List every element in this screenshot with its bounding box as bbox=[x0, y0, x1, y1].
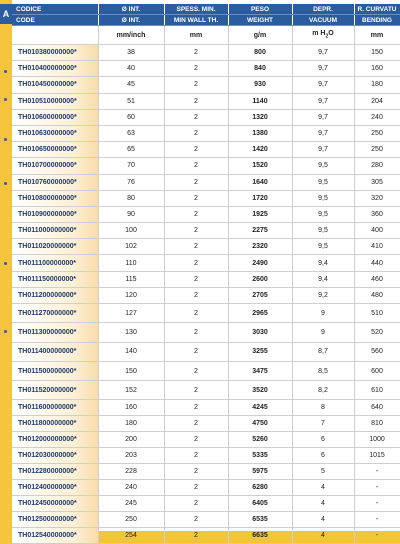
product-code-cell: TH011300000000* bbox=[12, 323, 98, 342]
table-row bbox=[12, 190, 400, 206]
inner-diameter-cell: 60 bbox=[98, 109, 164, 125]
bending-radius-cell: - bbox=[354, 495, 400, 511]
weight-cell: 1640 bbox=[228, 174, 292, 190]
weight-cell: 4245 bbox=[228, 400, 292, 416]
inner-diameter-cell: 250 bbox=[98, 511, 164, 527]
vacuum-cell: 6 bbox=[292, 448, 354, 464]
vacuum-cell: 4 bbox=[292, 511, 354, 527]
bullet-dot bbox=[4, 70, 7, 73]
inner-diameter-cell: 110 bbox=[98, 255, 164, 271]
weight-cell: 3475 bbox=[228, 361, 292, 380]
product-code-cell: TH012500000000* bbox=[12, 511, 98, 527]
unit-cell bbox=[292, 26, 354, 45]
header-vacuum: VACUUM bbox=[292, 15, 354, 26]
bending-radius-cell: 400 bbox=[354, 223, 400, 239]
vacuum-cell: 9,7 bbox=[292, 109, 354, 125]
unit-subscript: 2 bbox=[325, 33, 329, 40]
vacuum-cell: 9,7 bbox=[292, 45, 354, 61]
vacuum-cell: 9,4 bbox=[292, 255, 354, 271]
bending-radius-cell: 240 bbox=[354, 109, 400, 125]
product-code-cell: TH011520000000* bbox=[12, 381, 98, 400]
product-code-cell: TH011150000000* bbox=[12, 271, 98, 287]
table-row bbox=[12, 223, 400, 239]
weight-cell: 6405 bbox=[228, 495, 292, 511]
bending-radius-cell: 410 bbox=[354, 239, 400, 255]
table-row bbox=[12, 527, 400, 543]
table-row bbox=[12, 287, 400, 303]
wall-thickness-cell: 2 bbox=[164, 381, 228, 400]
product-code-cell: TH011270000000* bbox=[12, 304, 98, 323]
vacuum-cell: 4 bbox=[292, 479, 354, 495]
section-tab: A bbox=[0, 4, 12, 24]
product-code-cell: TH012280000000* bbox=[12, 464, 98, 480]
wall-thickness-cell: 2 bbox=[164, 45, 228, 61]
weight-cell: 2275 bbox=[228, 223, 292, 239]
vacuum-cell: 9 bbox=[292, 304, 354, 323]
vacuum-cell: 9,2 bbox=[292, 287, 354, 303]
inner-diameter-cell: 63 bbox=[98, 125, 164, 141]
wall-thickness-cell: 2 bbox=[164, 125, 228, 141]
header-code: CODICE bbox=[12, 4, 98, 15]
weight-cell: 1925 bbox=[228, 206, 292, 222]
table-row bbox=[12, 61, 400, 77]
wall-thickness-cell: 2 bbox=[164, 495, 228, 511]
table-row bbox=[12, 400, 400, 416]
wall-thickness-cell: 2 bbox=[164, 304, 228, 323]
header-row-it bbox=[12, 4, 400, 15]
wall-thickness-cell: 2 bbox=[164, 527, 228, 543]
weight-cell: 2490 bbox=[228, 255, 292, 271]
wall-thickness-cell: 2 bbox=[164, 287, 228, 303]
product-code-cell: TH011020000000* bbox=[12, 239, 98, 255]
table-row bbox=[12, 495, 400, 511]
inner-diameter-cell: 245 bbox=[98, 495, 164, 511]
table-row bbox=[12, 432, 400, 448]
weight-cell: 6635 bbox=[228, 527, 292, 543]
header-wall-thickness: MIN WALL TH. bbox=[164, 15, 228, 26]
spec-table bbox=[12, 4, 400, 544]
weight-cell: 3255 bbox=[228, 342, 292, 361]
table-row bbox=[12, 271, 400, 287]
unit-text: m H bbox=[312, 30, 326, 38]
wall-thickness-cell: 2 bbox=[164, 361, 228, 380]
weight-cell: 800 bbox=[228, 45, 292, 61]
inner-diameter-cell: 76 bbox=[98, 174, 164, 190]
inner-diameter-cell: 140 bbox=[98, 342, 164, 361]
table-row bbox=[12, 158, 400, 174]
product-code-cell: TH010400000000* bbox=[12, 61, 98, 77]
product-code-cell: TH012400000000* bbox=[12, 479, 98, 495]
table-row bbox=[12, 125, 400, 141]
inner-diameter-cell: 127 bbox=[98, 304, 164, 323]
table-row bbox=[12, 109, 400, 125]
wall-thickness-cell: 2 bbox=[164, 416, 228, 432]
inner-diameter-cell: 80 bbox=[98, 190, 164, 206]
bending-radius-cell: - bbox=[354, 527, 400, 543]
table-row bbox=[12, 479, 400, 495]
bending-radius-cell: 440 bbox=[354, 255, 400, 271]
weight-cell: 5260 bbox=[228, 432, 292, 448]
inner-diameter-cell: 51 bbox=[98, 93, 164, 109]
inner-diameter-cell: 130 bbox=[98, 323, 164, 342]
vacuum-cell: 9,5 bbox=[292, 223, 354, 239]
weight-cell: 2320 bbox=[228, 239, 292, 255]
bending-radius-cell: 460 bbox=[354, 271, 400, 287]
wall-thickness-cell: 2 bbox=[164, 61, 228, 77]
header-wall-thickness: SPESS. MIN. bbox=[164, 4, 228, 15]
bending-radius-cell: - bbox=[354, 479, 400, 495]
vacuum-cell: 9,7 bbox=[292, 93, 354, 109]
table-row bbox=[12, 323, 400, 342]
bending-radius-cell: - bbox=[354, 511, 400, 527]
table-row bbox=[12, 448, 400, 464]
bending-radius-cell: 305 bbox=[354, 174, 400, 190]
table-row bbox=[12, 77, 400, 93]
units-row bbox=[12, 26, 400, 45]
wall-thickness-cell: 2 bbox=[164, 448, 228, 464]
table-row bbox=[12, 45, 400, 61]
weight-cell: 6535 bbox=[228, 511, 292, 527]
weight-cell: 1380 bbox=[228, 125, 292, 141]
inner-diameter-cell: 45 bbox=[98, 77, 164, 93]
vacuum-cell: 5 bbox=[292, 464, 354, 480]
inner-diameter-cell: 152 bbox=[98, 381, 164, 400]
bending-radius-cell: 1000 bbox=[354, 432, 400, 448]
wall-thickness-cell: 2 bbox=[164, 223, 228, 239]
table-row bbox=[12, 174, 400, 190]
unit-cell: mm bbox=[164, 26, 228, 45]
bullet-dot bbox=[4, 330, 7, 333]
product-code-cell: TH011600000000* bbox=[12, 400, 98, 416]
wall-thickness-cell: 2 bbox=[164, 464, 228, 480]
wall-thickness-cell: 2 bbox=[164, 342, 228, 361]
product-code-cell: TH010600000000* bbox=[12, 109, 98, 125]
inner-diameter-cell: 40 bbox=[98, 61, 164, 77]
bending-radius-cell: 204 bbox=[354, 93, 400, 109]
header-vacuum: DEPR. bbox=[292, 4, 354, 15]
bending-radius-cell: 810 bbox=[354, 416, 400, 432]
wall-thickness-cell: 2 bbox=[164, 174, 228, 190]
product-code-cell: TH010760000000* bbox=[12, 174, 98, 190]
unit-cell bbox=[12, 26, 98, 45]
weight-cell: 840 bbox=[228, 61, 292, 77]
product-code-cell: TH010650000000* bbox=[12, 142, 98, 158]
product-code-cell: TH011100000000* bbox=[12, 255, 98, 271]
weight-cell: 3030 bbox=[228, 323, 292, 342]
vacuum-cell: 9,7 bbox=[292, 61, 354, 77]
wall-thickness-cell: 2 bbox=[164, 206, 228, 222]
inner-diameter-cell: 254 bbox=[98, 527, 164, 543]
bending-radius-cell: 360 bbox=[354, 206, 400, 222]
wall-thickness-cell: 2 bbox=[164, 93, 228, 109]
inner-diameter-cell: 70 bbox=[98, 158, 164, 174]
product-code-cell: TH010380000000* bbox=[12, 45, 98, 61]
header-inner-diameter: Ø INT. bbox=[98, 15, 164, 26]
vacuum-cell: 8 bbox=[292, 400, 354, 416]
bending-radius-cell: - bbox=[354, 464, 400, 480]
vacuum-cell: 9,5 bbox=[292, 190, 354, 206]
bending-radius-cell: 280 bbox=[354, 158, 400, 174]
vacuum-cell: 4 bbox=[292, 527, 354, 543]
weight-cell: 5975 bbox=[228, 464, 292, 480]
inner-diameter-cell: 115 bbox=[98, 271, 164, 287]
table-row bbox=[12, 416, 400, 432]
inner-diameter-cell: 160 bbox=[98, 400, 164, 416]
inner-diameter-cell: 228 bbox=[98, 464, 164, 480]
wall-thickness-cell: 2 bbox=[164, 77, 228, 93]
wall-thickness-cell: 2 bbox=[164, 271, 228, 287]
bending-radius-cell: 250 bbox=[354, 142, 400, 158]
header-bending: BENDING bbox=[354, 15, 400, 26]
table-row bbox=[12, 206, 400, 222]
table-row bbox=[12, 361, 400, 380]
bullet-dot bbox=[4, 182, 7, 185]
bullet-dot bbox=[4, 98, 7, 101]
weight-cell: 1140 bbox=[228, 93, 292, 109]
header-code: CODE bbox=[12, 15, 98, 26]
vacuum-cell: 9,4 bbox=[292, 271, 354, 287]
bending-radius-cell: 600 bbox=[354, 361, 400, 380]
inner-diameter-cell: 203 bbox=[98, 448, 164, 464]
wall-thickness-cell: 2 bbox=[164, 158, 228, 174]
product-code-cell: TH010630000000* bbox=[12, 125, 98, 141]
unit-text: O bbox=[328, 30, 334, 38]
inner-diameter-cell: 240 bbox=[98, 479, 164, 495]
vacuum-cell: 9,5 bbox=[292, 206, 354, 222]
weight-cell: 3520 bbox=[228, 381, 292, 400]
vacuum-cell: 8,7 bbox=[292, 342, 354, 361]
product-code-cell: TH012450000000* bbox=[12, 495, 98, 511]
vacuum-cell: 9,7 bbox=[292, 77, 354, 93]
inner-diameter-cell: 100 bbox=[98, 223, 164, 239]
left-accent-bar bbox=[0, 0, 12, 544]
wall-thickness-cell: 2 bbox=[164, 239, 228, 255]
vacuum-cell: 4 bbox=[292, 495, 354, 511]
table-row bbox=[12, 93, 400, 109]
inner-diameter-cell: 38 bbox=[98, 45, 164, 61]
wall-thickness-cell: 2 bbox=[164, 109, 228, 125]
vacuum-cell: 9,7 bbox=[292, 142, 354, 158]
product-code-cell: TH010450000000* bbox=[12, 77, 98, 93]
header-inner-diameter: Ø INT. bbox=[98, 4, 164, 15]
product-code-cell: TH012000000000* bbox=[12, 432, 98, 448]
bending-radius-cell: 150 bbox=[354, 45, 400, 61]
product-code-cell: TH011000000000* bbox=[12, 223, 98, 239]
wall-thickness-cell: 2 bbox=[164, 323, 228, 342]
wall-thickness-cell: 2 bbox=[164, 479, 228, 495]
wall-thickness-cell: 2 bbox=[164, 255, 228, 271]
vacuum-cell: 8,5 bbox=[292, 361, 354, 380]
table-row bbox=[12, 239, 400, 255]
product-code-cell: TH012030000000* bbox=[12, 448, 98, 464]
table-row bbox=[12, 342, 400, 361]
weight-cell: 2600 bbox=[228, 271, 292, 287]
unit-cell: mm bbox=[354, 26, 400, 45]
weight-cell: 5335 bbox=[228, 448, 292, 464]
bending-radius-cell: 610 bbox=[354, 381, 400, 400]
weight-cell: 2965 bbox=[228, 304, 292, 323]
table-row bbox=[12, 464, 400, 480]
header-weight: WEIGHT bbox=[228, 15, 292, 26]
vacuum-cell: 7 bbox=[292, 416, 354, 432]
bending-radius-cell: 1015 bbox=[354, 448, 400, 464]
vacuum-cell: 9 bbox=[292, 323, 354, 342]
vacuum-cell: 9,5 bbox=[292, 158, 354, 174]
table-row bbox=[12, 511, 400, 527]
product-code-cell: TH010510000000* bbox=[12, 93, 98, 109]
weight-cell: 1320 bbox=[228, 109, 292, 125]
bending-radius-cell: 640 bbox=[354, 400, 400, 416]
header-row-en bbox=[12, 15, 400, 26]
product-code-cell: TH010700000000* bbox=[12, 158, 98, 174]
bending-radius-cell: 520 bbox=[354, 323, 400, 342]
inner-diameter-cell: 180 bbox=[98, 416, 164, 432]
bending-radius-cell: 320 bbox=[354, 190, 400, 206]
product-code-cell: TH011400000000* bbox=[12, 342, 98, 361]
table-row bbox=[12, 381, 400, 400]
inner-diameter-cell: 102 bbox=[98, 239, 164, 255]
product-code-cell: TH011500000000* bbox=[12, 361, 98, 380]
weight-cell: 930 bbox=[228, 77, 292, 93]
wall-thickness-cell: 2 bbox=[164, 190, 228, 206]
product-code-cell: TH011200000000* bbox=[12, 287, 98, 303]
inner-diameter-cell: 150 bbox=[98, 361, 164, 380]
inner-diameter-cell: 200 bbox=[98, 432, 164, 448]
wall-thickness-cell: 2 bbox=[164, 511, 228, 527]
product-code-cell: TH010900000000* bbox=[12, 206, 98, 222]
wall-thickness-cell: 2 bbox=[164, 142, 228, 158]
vacuum-cell: 6 bbox=[292, 432, 354, 448]
bending-radius-cell: 510 bbox=[354, 304, 400, 323]
table-row bbox=[12, 255, 400, 271]
bending-radius-cell: 180 bbox=[354, 77, 400, 93]
bending-radius-cell: 480 bbox=[354, 287, 400, 303]
product-code-cell: TH010800000000* bbox=[12, 190, 98, 206]
header-weight: PESO bbox=[228, 4, 292, 15]
product-code-cell: TH011800000000* bbox=[12, 416, 98, 432]
weight-cell: 1520 bbox=[228, 158, 292, 174]
weight-cell: 6280 bbox=[228, 479, 292, 495]
unit-cell: mm/inch bbox=[98, 26, 164, 45]
weight-cell: 2705 bbox=[228, 287, 292, 303]
unit-cell: g/m bbox=[228, 26, 292, 45]
inner-diameter-cell: 65 bbox=[98, 142, 164, 158]
table-row bbox=[12, 142, 400, 158]
bending-radius-cell: 160 bbox=[354, 61, 400, 77]
wall-thickness-cell: 2 bbox=[164, 432, 228, 448]
weight-cell: 1720 bbox=[228, 190, 292, 206]
product-code-cell: TH012540000000* bbox=[12, 527, 98, 543]
inner-diameter-cell: 120 bbox=[98, 287, 164, 303]
weight-cell: 1420 bbox=[228, 142, 292, 158]
bending-radius-cell: 560 bbox=[354, 342, 400, 361]
bullet-dot bbox=[4, 138, 7, 141]
header-bending: R. CURVATU bbox=[354, 4, 400, 15]
table-row bbox=[12, 304, 400, 323]
vacuum-cell: 8,2 bbox=[292, 381, 354, 400]
bullet-dot bbox=[4, 262, 7, 265]
wall-thickness-cell: 2 bbox=[164, 400, 228, 416]
vacuum-cell: 9,7 bbox=[292, 125, 354, 141]
bending-radius-cell: 250 bbox=[354, 125, 400, 141]
weight-cell: 4750 bbox=[228, 416, 292, 432]
vacuum-cell: 9,5 bbox=[292, 239, 354, 255]
inner-diameter-cell: 90 bbox=[98, 206, 164, 222]
vacuum-cell: 9,5 bbox=[292, 174, 354, 190]
